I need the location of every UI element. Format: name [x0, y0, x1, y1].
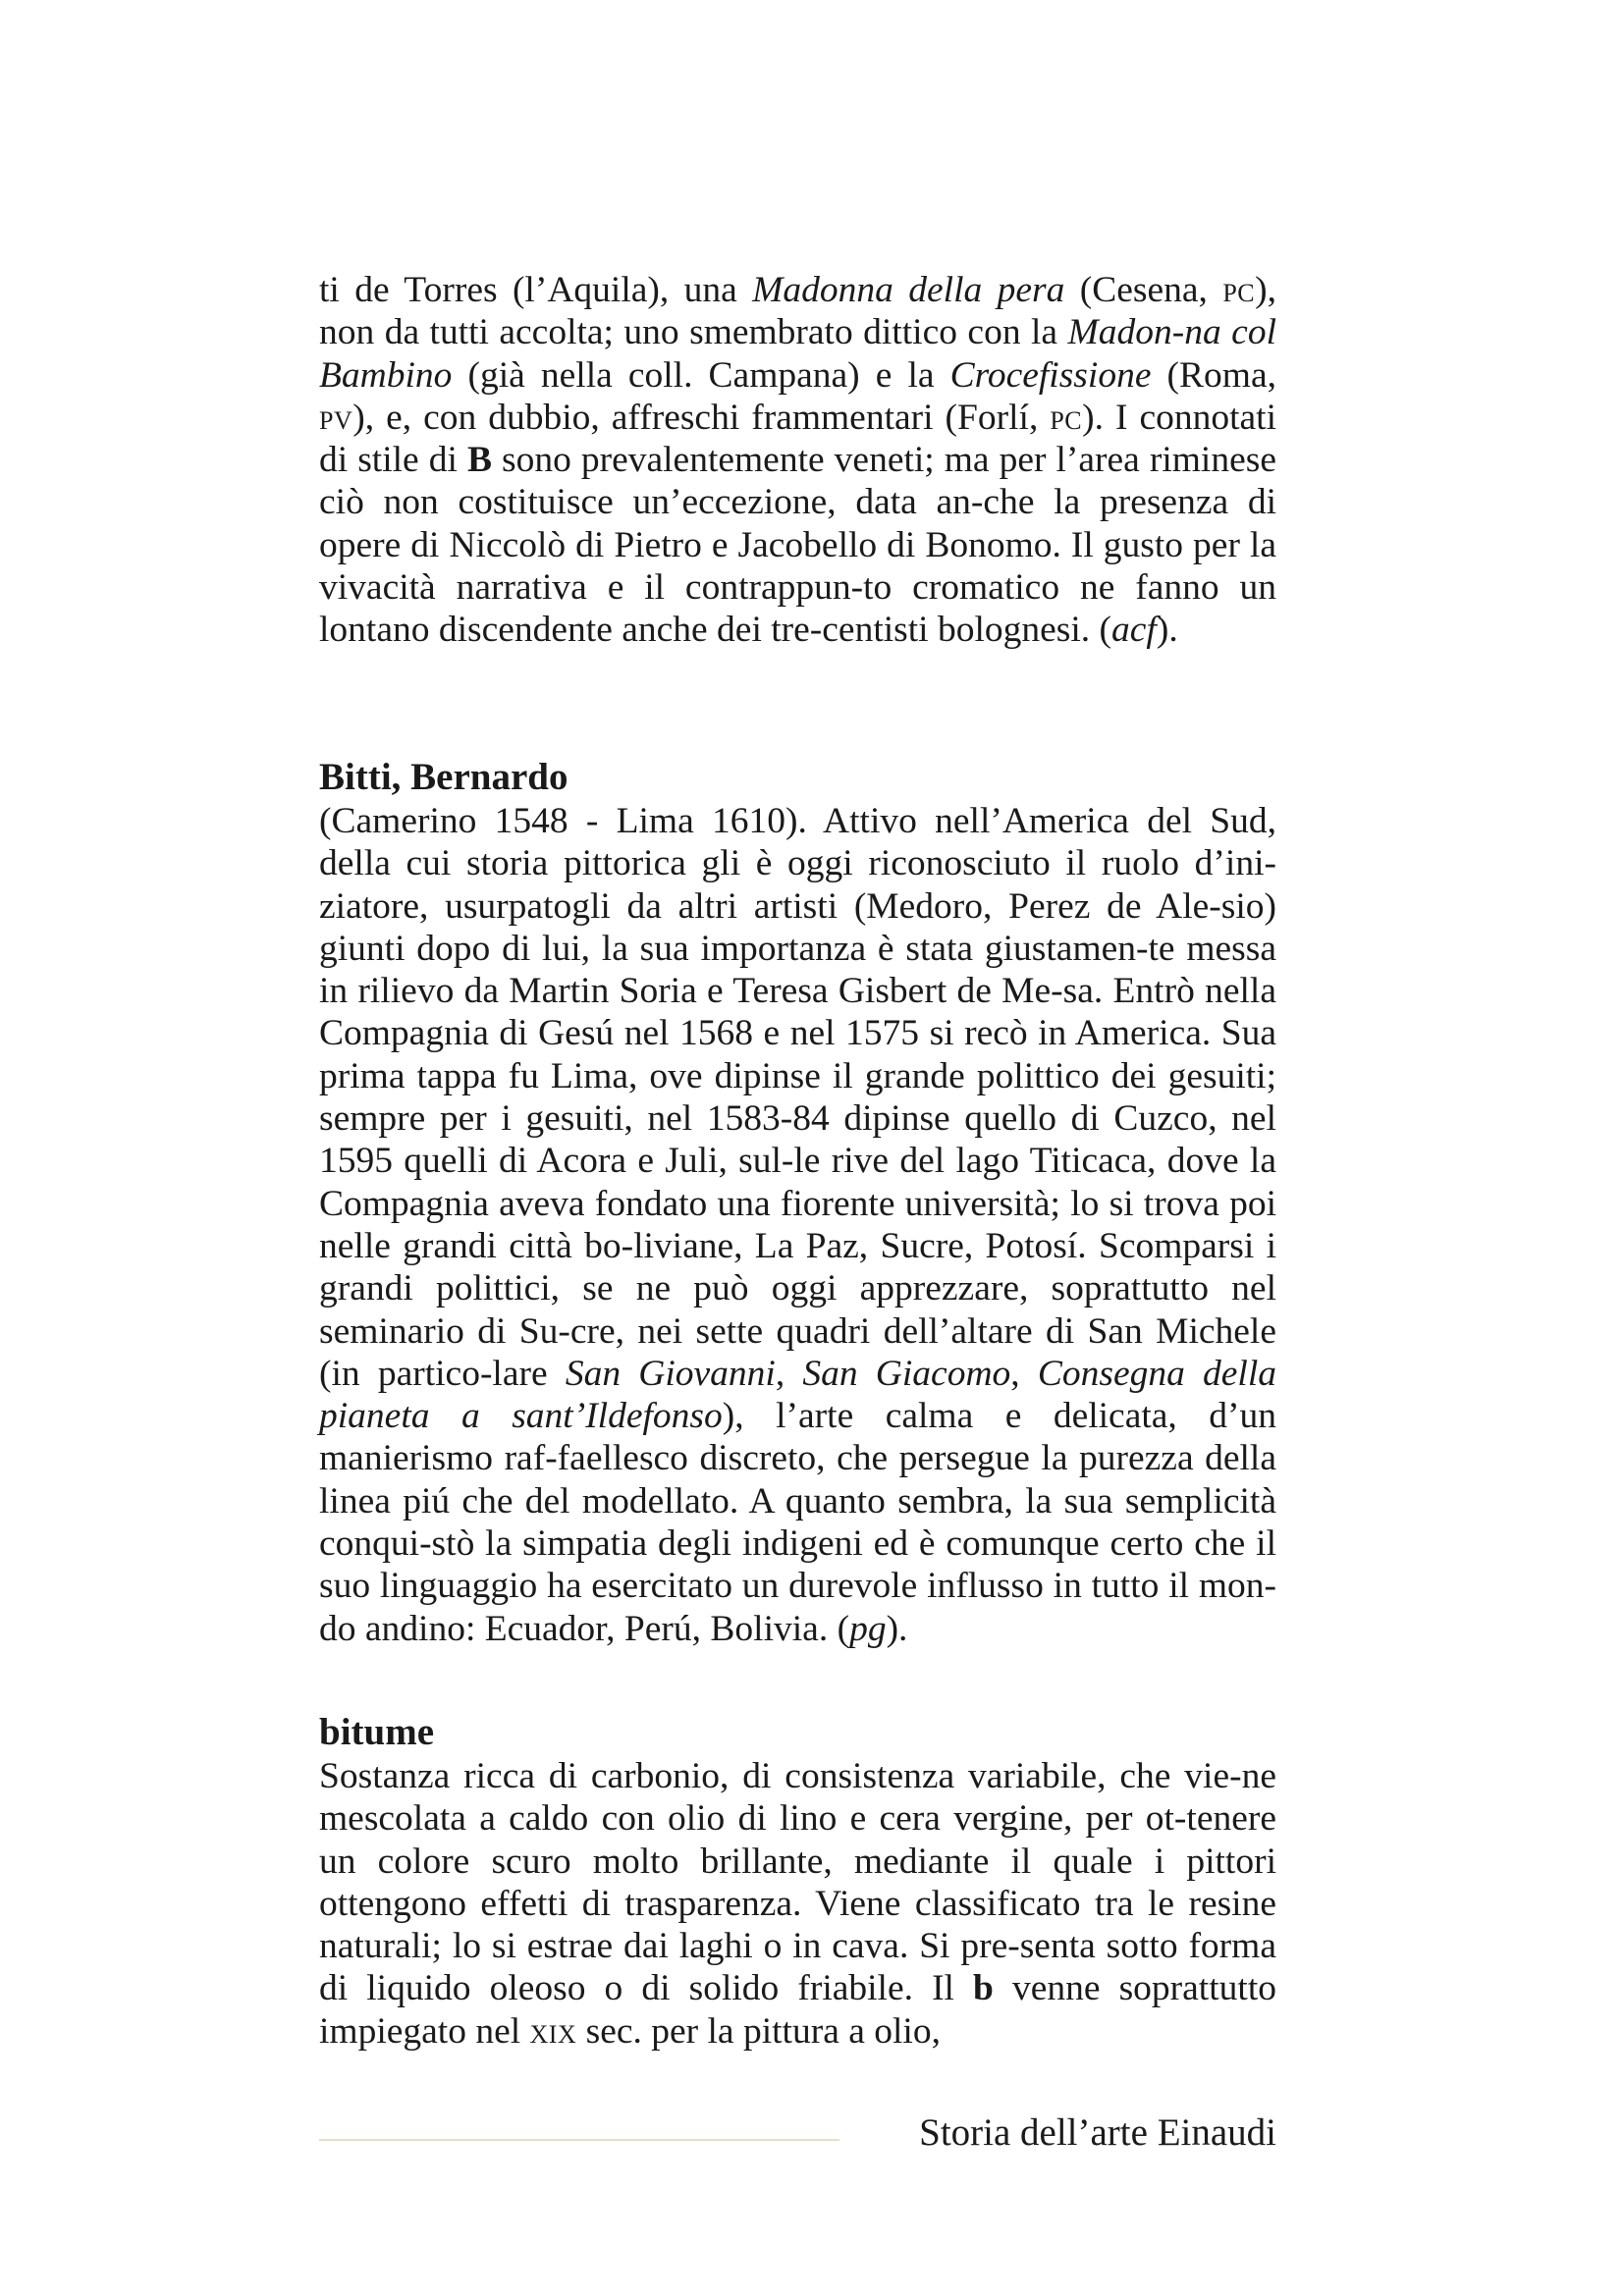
footer-publication-title: Storia dell’arte Einaudi: [919, 2111, 1276, 2154]
text-run: ).: [1156, 610, 1178, 651]
text-run: ,: [775, 1353, 803, 1394]
footer-rule: [319, 2139, 839, 2141]
text-run: ), non da tutti accolta; uno smembrato dittico con la: [319, 270, 1276, 353]
italic-title: Madonna della pera: [752, 270, 1065, 310]
text-run: sec. per la pittura a olio,: [576, 2010, 941, 2052]
text-run: (Roma,: [1151, 354, 1276, 396]
entry-heading-bitti: Bitti, Bernardo: [319, 756, 568, 798]
text-run: venne soprattutto impiegato nel: [319, 1968, 1276, 2052]
bold-abbrev: B: [466, 440, 492, 481]
author-initials: pg: [849, 1608, 887, 1649]
text-run: (Cesena,: [1064, 270, 1223, 310]
italic-title: Consegna della pianeta a sant’Ildefonso: [319, 1353, 1277, 1437]
text-run: ,: [1010, 1353, 1038, 1394]
text-run: ), l’arte calma e delicata, d’un manierismo raf-faellesco discreto, che persegue la purezza della linea piú che del modellato. A quanto sembra, la sua semplicità conqui-stò la simpatia degli indigeni ed è comunque certo che il suo linguaggio ha esercitato un durevole influsso in tutto il mon-do andino: Ecuador, Perú, Bolivia. (: [319, 1396, 1277, 1649]
text-run: (Camerino 1548 - Lima 1610). Attivo nell’America del Sud, della cui storia pittorica gli è oggi riconosciuto il ruolo d’ini-ziatore, usurpatogli da altri artisti (Medoro, Perez de Ale-sio) giunti dopo di lui, la sua importanza è stata giustamen-te messa in rilievo da Martin Soria e Teresa Gisbert de Me-sa. Entrò nella Compagnia di Gesú nel 1568 e nel 1575 si recò in America. Sua prima tappa fu Lima, ove dipinse il grande polittico dei gesuiti; sempre per i gesuiti, nel 1583-84 dipinse quello di Cuzco, nel 1595 quelli di Acora e Juli, sul-le rive del lago Titicaca, dove la Compagnia aveva fondato una fiorente università; lo si trova poi nelle grandi città bo-liviane, La Paz, Sucre, Potosí. Scomparsi i grandi polittici, se ne può oggi apprezzare, soprattutto nel seminario di Su-cre, nei sette quadri dell’altare di San Michele (in partico-lare: [319, 801, 1276, 1394]
text-run: sono prevalentemente veneti; ma per l’area riminese ciò non costituisce un’eccezione, data an-che la presenza di opere di Niccolò di Pietro e Jacobello di Bonomo. Il gusto per la vivacità narrativa e il contrappun-to cromatico ne fanno un lontano discendente anche dei tre-centisti bolognesi. (: [319, 440, 1276, 651]
text-run: ti de Torres (l’Aquila), una: [319, 270, 753, 310]
bold-abbrev: b: [973, 1968, 994, 2009]
text-run: (già nella coll. Campana) e la: [452, 354, 950, 396]
small-caps-abbrev: pc: [1222, 270, 1256, 310]
text-run: ), e, con dubbio, affreschi frammentari (Forlí,: [352, 397, 1051, 438]
entry-continuation-paragraph: [319, 269, 1276, 736]
italic-title: San Giacomo: [802, 1353, 1011, 1394]
italic-title: Crocefissione: [949, 354, 1152, 396]
entry-paragraph-bitti: [319, 800, 1276, 1691]
text-run: Sostanza ricca di carbonio, di consistenza variabile, che vie-ne mescolata a caldo con olio di lino e cera vergine, per ot-tenere un colore scuro molto brillante, mediante il quale i pittori ottengono effetti di trasparenza. Viene classificato tra le resine naturali; lo si estrae dai laghi o in cava. Si pre-senta sotto forma di liquido oleoso o di solido friabile. Il: [319, 1756, 1276, 2009]
author-initials: acf: [1111, 610, 1157, 651]
small-caps-abbrev: pc: [1050, 397, 1083, 438]
page-body: [319, 269, 1276, 2053]
small-caps-abbrev: pv: [319, 397, 353, 438]
entry-paragraph-bitume: [319, 1755, 1276, 2053]
small-caps-roman-numeral: xix: [529, 2010, 577, 2052]
entry-heading-bitume: bitume: [319, 1711, 434, 1753]
italic-title: San Giovanni: [565, 1353, 776, 1394]
text-run: ). I connotati di stile di: [319, 397, 1276, 481]
italic-title: Madon-na col Bambino: [319, 312, 1276, 396]
text-run: ).: [886, 1608, 908, 1649]
